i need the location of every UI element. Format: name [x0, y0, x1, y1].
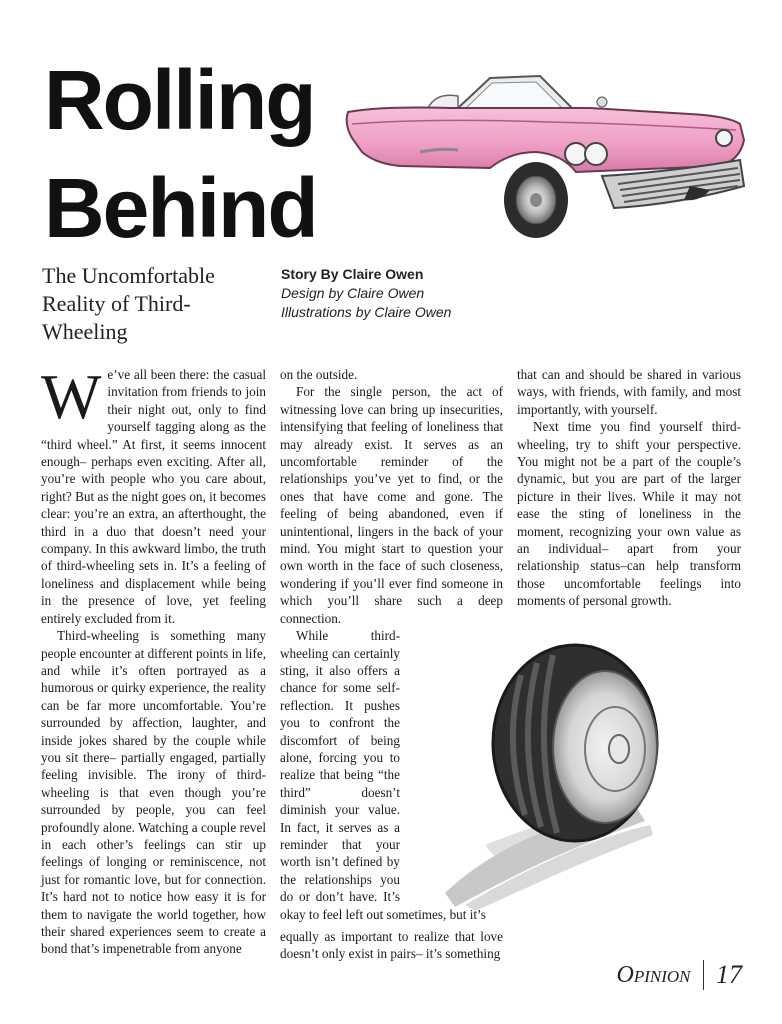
design-credit: Design by Claire Owen: [281, 285, 425, 301]
story-byline: Story By Claire Owen: [281, 266, 424, 282]
page-number: 17: [716, 960, 742, 989]
paragraph-4-end: equally as important to realize that love doesn’t only exist in pairs– it’s something: [280, 929, 503, 962]
article-credits: [281, 265, 451, 322]
article-title: [44, 46, 317, 262]
title-line-1: Rolling: [44, 53, 315, 147]
article-column-3: [517, 366, 741, 610]
paragraph-4: While third-wheeling can certainly sting, it also offers a chance for some self-reflection. It pushes you to confront the discomfort of being alone, forcing you to realize that being “the third” doesn’t diminish your value. In fact, it serves as a reminder that your worth isn’t defined by the relationships you do or don’t have. It’s okay to feel left out sometimes, but it’s: [280, 628, 486, 922]
paragraph-4-cont: that can and should be shared in various ways, with friends, with family, and most importantly, with yourself.: [517, 367, 741, 417]
paragraph-3: For the single person, the act of witnessing love can bring up insecurities, intensifying that feeling of loneliness that may already exist. It serves as an uncomfortable reminder of the relationships you’ve yet to find, or the ones that have come and gone. The feeling of being abandoned, even if unintentional, lingers in the back of your mind. You might start to question your own worth in the face of such closeness, wondering if you’ll ever find someone in which you’ll share such a deep connection.: [280, 384, 503, 626]
section-label: Opinion: [616, 961, 691, 988]
tire-illustration: [425, 635, 685, 915]
illustrations-credit: Illustrations by Claire Owen: [281, 304, 452, 320]
paragraph-5: Next time you find yourself third-wheeling, try to shift your perspective. You might not be a part of the couple’s dynamic, but you are part of the larger picture in their lives. While it may not ease the sting of loneliness in the moment, recognizing your own value as an individual– apart from your relationship status–can help transform those uncomfortable feelings into moments of personal growth.: [517, 419, 741, 609]
article-subtitle: The Uncomfortable Reality of Third-Wheeling: [42, 263, 215, 344]
paragraph-2-cont: on the outside.: [280, 367, 358, 382]
title-line-2: Behind: [44, 161, 317, 255]
footer-divider: [703, 960, 705, 990]
article-column-1: [41, 361, 266, 958]
paragraph-intro-text: e’ve all been there: the casual invitation from friends to join their night out, only to find yourself tagging along as the “third wheel.” At first, it seems innocent enough– perhaps even exciting. After all, you’re with people who you care about, right? But as the night goes on, it becomes clear: you’re an extra, an afterthought, the third in a duo that doesn’t need your company. In this awkward limbo, the truth of third-wheeling sets in. It’s a feeling of loneliness and displacement while being in the presence of love, yet feeling entirely excluded from it.: [41, 367, 266, 626]
paragraph-intro: [41, 361, 266, 627]
paragraph-2: Third-wheeling is something many people encounter at different points in life, and while it’s often portrayed as a humorous or quirky experience, the reality can be far more uncomfortable. You’re surrounded by affection, laughter, and inside jokes shared by the couple while you sit there– partially engaged, partially feeling invisible. The irony of third-wheeling is that even though you’re surrounded by people, you can feel profoundly alone. Watching a couple revel in each other’s feelings can stir up feelings of longing or reminiscence, not just for romantic love, but for connection. It’s hard not to notice how easy it is for them to navigate the world together, how their shared experiences seem to create a bond that’s impenetrable from anyone: [41, 628, 266, 957]
pink-car-illustration: [340, 68, 750, 248]
page-footer: [617, 960, 743, 990]
drop-cap: W: [41, 361, 102, 432]
